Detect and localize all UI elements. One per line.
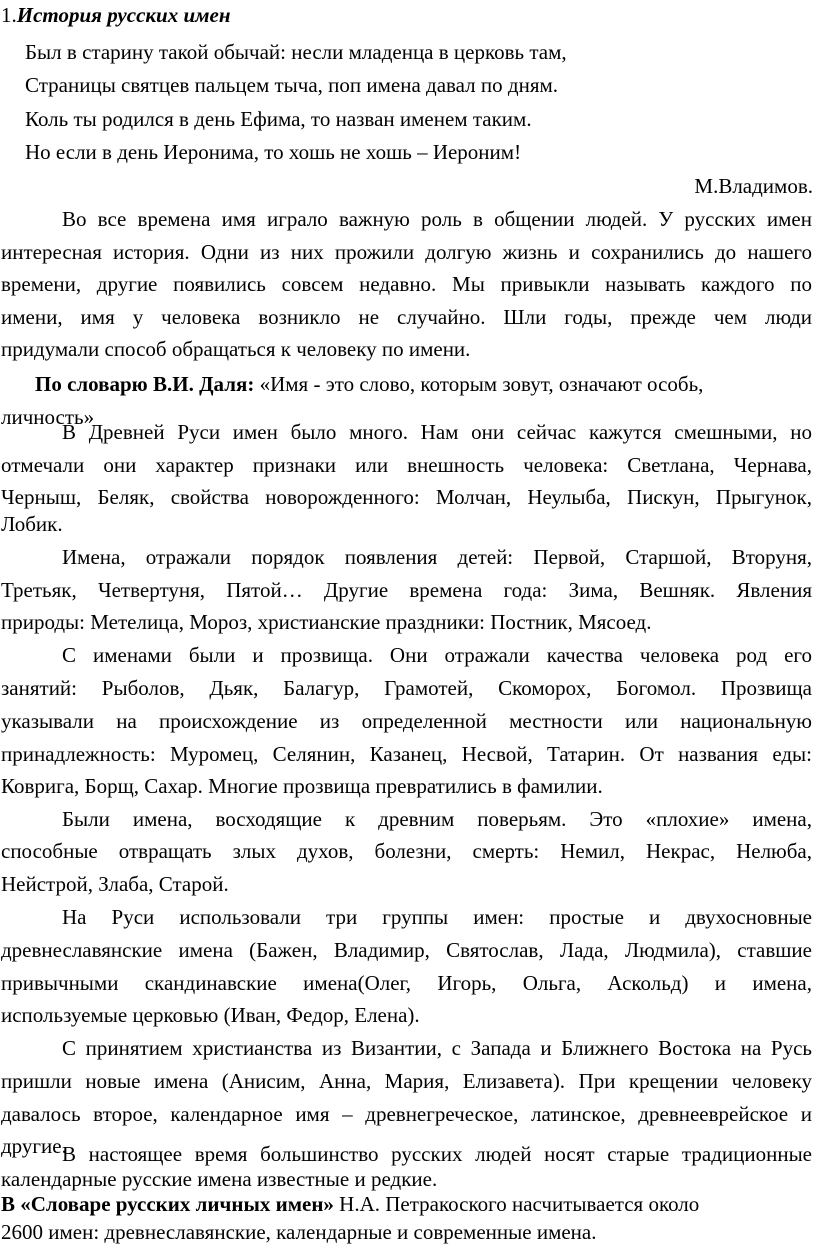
dal-source-label: По словарю В.И. Даля: <box>35 372 255 396</box>
p8-line-2: пришли новые имена (Анисим, Анна, Мария, Елизавета). При крещении человеку <box>1 1069 812 1093</box>
poem-line-3: Коль ты родился в день Ефима, то назван именем таким. <box>25 107 532 131</box>
p5-line-1: С именами были и прозвища. Они отражали качества человека род его <box>62 643 812 667</box>
p1-line-2: интересная история. Одни из них прожили долгую жизнь и сохранились до нашего <box>1 240 812 264</box>
heading-number: 1. <box>1 3 17 27</box>
dictionary-text: Н.А. Петракоского насчитывается около <box>333 1192 700 1216</box>
poem-line-1: Был в старину такой обычай: несли младенца в церковь там, <box>25 40 567 64</box>
p6-line-1: Были имена, восходящие к древним поверьям. Это «плохие» имена, <box>62 807 812 831</box>
p7-line-1: На Руси использовали три группы имен: простые и двухосновные <box>62 905 812 929</box>
heading-title: История русских имен <box>16 3 231 27</box>
p7-line-4: используемые церковью (Иван, Федор, Елена). <box>1 1003 420 1027</box>
p3-line-2: отмечали они характер признаки или внешность человека: Светлана, Чернава, <box>1 453 812 477</box>
p3-line-1: В Древней Руси имен было много. Нам они сейчас кажутся смешными, но <box>62 420 812 444</box>
p3-line-3: Черныш, Беляк, свойства новорожденного: Молчан, Неулыба, Пискун, Прыгунок, <box>1 485 812 509</box>
p8-line-4: другие. <box>1 1134 67 1158</box>
poem-author: М.Владимов. <box>694 174 813 198</box>
petrakovsky-line-2: 2600 имен: древнеславянские, календарные и современные имена. <box>1 1220 597 1244</box>
p1-line-1: Во все времена имя играло важную роль в общении людей. У русских имен <box>62 207 812 231</box>
p8-line-1: С принятием христианства из Византии, с Запада и Ближнего Востока на Русь <box>62 1036 812 1060</box>
p5-line-3: указывали на происхождение из определенной местности или национальную <box>1 709 812 733</box>
p1-line-5: придумали способ обращаться к человеку по имени. <box>1 337 471 361</box>
petrakovsky-line-1 <box>1 1190 699 1218</box>
p8-line-3: давалось второе, календарное имя – древнегреческое, латинское, древнееврейское и <box>1 1102 812 1126</box>
p3-line-4: Лобик. <box>1 512 63 536</box>
p4-line-2: Третьяк, Четвертуня, Пятой… Другие времена года: Зима, Вешняк. Явления <box>1 578 812 602</box>
p7-line-3: привычными скандинавские имена(Олег, Игорь, Ольга, Аскольд) и имена, <box>1 971 812 995</box>
p5-line-2: занятий: Рыболов, Дьяк, Балагур, Грамотей, Скоморох, Богомол. Прозвища <box>1 676 812 700</box>
dictionary-title: В «Словаре русских личных имен» <box>1 1192 334 1216</box>
p4-line-3: природы: Метелица, Мороз, христианские праздники: Постник, Мясоед. <box>1 610 652 634</box>
p4-line-1: Имена, отражали порядок появления детей: Первой, Старшой, Вторуня, <box>62 545 812 569</box>
p9-line-1: В настоящее время большинство русских людей носят старые традиционные <box>62 1142 812 1166</box>
p7-line-2: древнеславянские имена (Бажен, Владимир, Святослав, Лада, Людмила), ставшие <box>1 938 812 962</box>
dal-definition-text: «Имя - это слово, которым зовут, означают особь, <box>254 372 704 396</box>
p1-line-4: имени, имя у человека возникло не случайно. Шли годы, прежде чем люди <box>1 305 812 329</box>
p6-line-2: способные отвращать злых духов, болезни, смерть: Немил, Некрас, Нелюба, <box>1 839 812 863</box>
dal-definition-line-2: личность» <box>1 405 95 429</box>
p5-line-5: Коврига, Борщ, Сахар. Многие прозвища превратились в фамилии. <box>1 774 603 798</box>
p1-line-3: времени, другие появились совсем недавно. Мы привыкли называть каждого по <box>1 272 812 296</box>
poem-line-2: Страницы святцев пальцем тыча, поп имена давал по дням. <box>25 73 559 97</box>
poem-line-4: Но если в день Иеронима, то хошь не хошь – Иероним! <box>25 140 522 164</box>
p6-line-3: Нейстрой, Злаба, Старой. <box>1 872 229 896</box>
p9-line-2: календарные русские имена известные и редкие. <box>1 1167 438 1191</box>
p5-line-4: принадлежность: Муромец, Селянин, Казанец, Несвой, Татарин. От названия еды: <box>1 742 812 766</box>
